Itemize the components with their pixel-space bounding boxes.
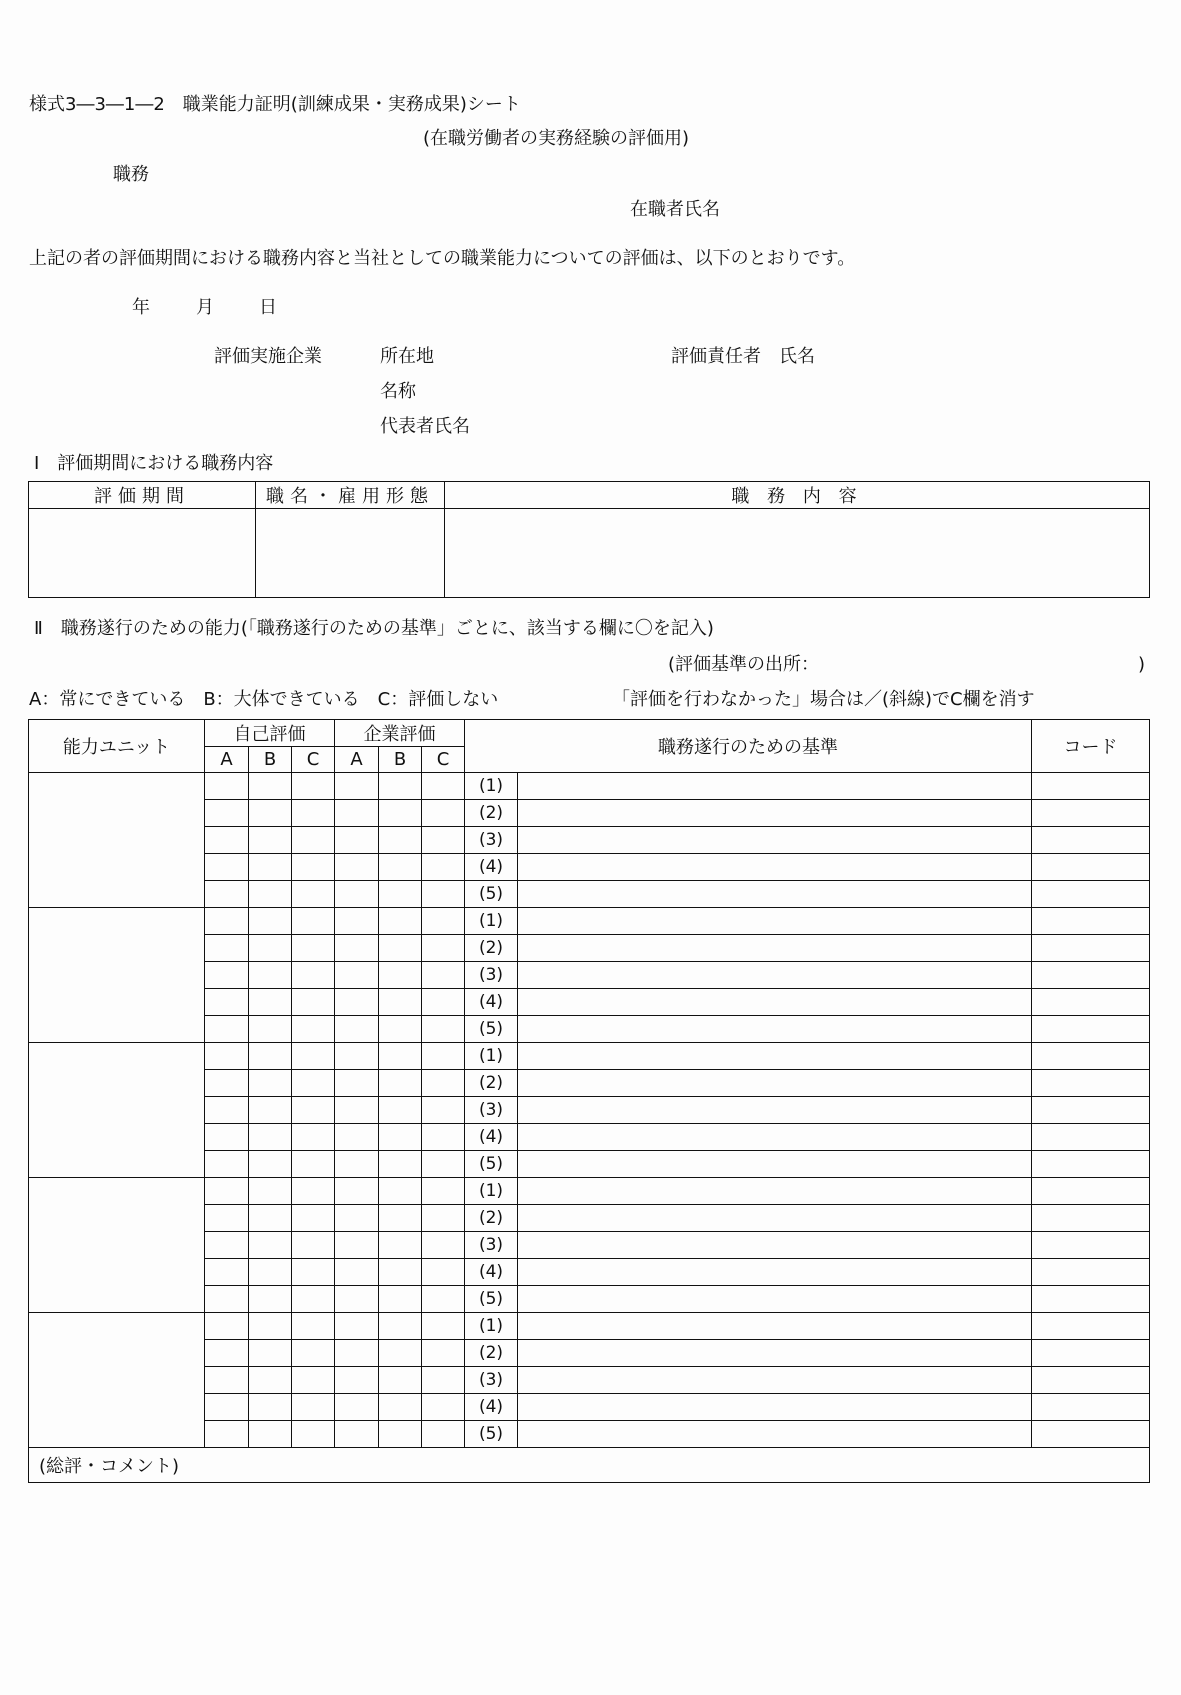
mark-cell-company-a[interactable] — [335, 1205, 379, 1232]
comment-label: (総評・コメント) — [39, 1456, 180, 1477]
mark-cell-self-c[interactable] — [292, 962, 335, 989]
basis-text-cell[interactable] — [518, 1394, 1032, 1421]
mark-cell-self-c[interactable] — [292, 989, 335, 1016]
header-duty-content: 職 務 内 容 — [445, 482, 1150, 509]
mark-cell-company-c[interactable] — [422, 827, 465, 854]
basis-number: (1) — [465, 1043, 518, 1070]
overall-comment-cell[interactable] — [29, 1448, 1150, 1483]
mark-cell-self-a[interactable] — [205, 1313, 249, 1340]
ability-table — [28, 719, 1150, 1483]
basis-number: (2) — [465, 1340, 518, 1367]
mark-cell-self-a[interactable] — [205, 881, 249, 908]
mark-cell-company-b[interactable] — [379, 854, 422, 881]
mark-cell-company-b[interactable] — [379, 1151, 422, 1178]
code-cell[interactable] — [1032, 1259, 1150, 1286]
mark-cell-company-c[interactable] — [422, 800, 465, 827]
code-cell[interactable] — [1032, 989, 1150, 1016]
mark-cell-company-b[interactable] — [379, 1124, 422, 1151]
mark-cell-self-a[interactable] — [205, 1043, 249, 1070]
basis-text-cell[interactable] — [518, 989, 1032, 1016]
mark-cell-self-b[interactable] — [249, 1313, 292, 1340]
mark-cell-company-a[interactable] — [335, 1016, 379, 1043]
basis-number: (1) — [465, 773, 518, 800]
mark-cell-self-c[interactable] — [292, 1016, 335, 1043]
code-cell[interactable] — [1032, 1178, 1150, 1205]
mark-cell-company-c[interactable] — [422, 773, 465, 800]
mark-cell-company-a[interactable] — [335, 827, 379, 854]
mark-cell-self-a[interactable] — [205, 989, 249, 1016]
ability-unit-cell[interactable] — [29, 1313, 205, 1448]
basis-number: (3) — [465, 962, 518, 989]
ability-row — [29, 908, 1150, 935]
source-close: ) — [1138, 654, 1146, 675]
form-subtitle: (在職労働者の実務経験の評価用) — [423, 128, 690, 149]
mark-cell-self-c[interactable] — [292, 1070, 335, 1097]
basis-text-cell[interactable] — [518, 1178, 1032, 1205]
mark-cell-company-c[interactable] — [422, 1394, 465, 1421]
mark-cell-self-a[interactable] — [205, 827, 249, 854]
evaluator-name-label: 評価責任者 氏名 — [671, 346, 815, 367]
basis-text-cell[interactable] — [518, 1367, 1032, 1394]
mark-cell-self-b[interactable] — [249, 1043, 292, 1070]
mark-cell-company-a[interactable] — [335, 989, 379, 1016]
mark-cell-company-b[interactable] — [379, 1232, 422, 1259]
basis-number: (1) — [465, 1313, 518, 1340]
mark-cell-self-c[interactable] — [292, 1232, 335, 1259]
mark-cell-company-c[interactable] — [422, 1070, 465, 1097]
statement-text: 上記の者の評価期間における職務内容と当社としての職業能力についての評価は、以下のとおりです。 — [29, 248, 856, 269]
mark-cell-company-b[interactable] — [379, 1394, 422, 1421]
mark-cell-company-c[interactable] — [422, 881, 465, 908]
mark-cell-company-c[interactable] — [422, 989, 465, 1016]
mark-cell-company-b[interactable] — [379, 1043, 422, 1070]
basis-text-cell[interactable] — [518, 1340, 1032, 1367]
mark-cell-self-b[interactable] — [249, 1259, 292, 1286]
mark-cell-self-a[interactable] — [205, 773, 249, 800]
code-cell[interactable] — [1032, 827, 1150, 854]
mark-cell-self-b[interactable] — [249, 881, 292, 908]
mark-cell-self-b[interactable] — [249, 908, 292, 935]
mark-cell-company-c[interactable] — [422, 1205, 465, 1232]
mark-cell-company-b[interactable] — [379, 1313, 422, 1340]
mark-cell-company-a[interactable] — [335, 1043, 379, 1070]
basis-text-cell[interactable] — [518, 962, 1032, 989]
basis-text-cell[interactable] — [518, 1205, 1032, 1232]
mark-cell-company-b[interactable] — [379, 1259, 422, 1286]
header-code: コード — [1032, 720, 1150, 773]
self-grade-b: B — [249, 747, 292, 773]
mark-cell-company-c[interactable] — [422, 908, 465, 935]
mark-cell-self-a[interactable] — [205, 1367, 249, 1394]
mark-cell-company-b[interactable] — [379, 881, 422, 908]
mark-cell-company-a[interactable] — [335, 1394, 379, 1421]
mark-cell-company-a[interactable] — [335, 881, 379, 908]
mark-cell-self-b[interactable] — [249, 854, 292, 881]
mark-cell-self-c[interactable] — [292, 935, 335, 962]
mark-cell-company-c[interactable] — [422, 962, 465, 989]
basis-number: (3) — [465, 1367, 518, 1394]
basis-number: (5) — [465, 1286, 518, 1313]
mark-cell-self-c[interactable] — [292, 1421, 335, 1448]
header-basis: 職務遂行のための基準 — [465, 720, 1032, 773]
duty-content-cell[interactable] — [445, 509, 1150, 598]
mark-cell-company-b[interactable] — [379, 1340, 422, 1367]
mark-cell-self-a[interactable] — [205, 1178, 249, 1205]
source-open: (評価基準の出所： — [668, 654, 820, 675]
code-cell[interactable] — [1032, 881, 1150, 908]
mark-cell-self-b[interactable] — [249, 1070, 292, 1097]
mark-cell-self-b[interactable] — [249, 1124, 292, 1151]
mark-cell-self-c[interactable] — [292, 1205, 335, 1232]
basis-text-cell[interactable] — [518, 881, 1032, 908]
basis-text-cell[interactable] — [518, 1421, 1032, 1448]
code-cell[interactable] — [1032, 1421, 1150, 1448]
basis-text-cell[interactable] — [518, 773, 1032, 800]
basis-number: (2) — [465, 1070, 518, 1097]
mark-cell-company-a[interactable] — [335, 1340, 379, 1367]
representative-label: 代表者氏名 — [380, 416, 470, 437]
ability-row — [29, 773, 1150, 800]
header-ability-unit: 能力ユニット — [29, 720, 205, 773]
basis-text-cell[interactable] — [518, 854, 1032, 881]
code-cell[interactable] — [1032, 854, 1150, 881]
mark-cell-company-a[interactable] — [335, 1178, 379, 1205]
mark-cell-self-b[interactable] — [249, 800, 292, 827]
mark-cell-self-b[interactable] — [249, 827, 292, 854]
date-year: 年 — [132, 297, 150, 318]
mark-cell-self-b[interactable] — [249, 1016, 292, 1043]
basis-number: (5) — [465, 1016, 518, 1043]
worker-name-label: 在職者氏名 — [630, 199, 720, 220]
basis-number: (5) — [465, 1151, 518, 1178]
mark-cell-self-b[interactable] — [249, 1367, 292, 1394]
mark-cell-company-c[interactable] — [422, 1151, 465, 1178]
duty-content-table — [28, 481, 1150, 598]
code-cell[interactable] — [1032, 1097, 1150, 1124]
mark-cell-company-c[interactable] — [422, 1016, 465, 1043]
mark-cell-self-b[interactable] — [249, 962, 292, 989]
basis-text-cell[interactable] — [518, 1043, 1032, 1070]
ability-unit-cell[interactable] — [29, 908, 205, 1043]
mark-cell-company-a[interactable] — [335, 935, 379, 962]
ability-unit-cell[interactable] — [29, 1043, 205, 1178]
date-month: 月 — [196, 297, 214, 318]
ability-row — [29, 1313, 1150, 1340]
mark-cell-self-a[interactable] — [205, 962, 249, 989]
mark-cell-self-b[interactable] — [249, 773, 292, 800]
mark-cell-self-b[interactable] — [249, 1232, 292, 1259]
no-eval-note: 「評価を行わなかった」場合は／(斜線)でC欄を消す — [612, 689, 1035, 710]
mark-cell-company-b[interactable] — [379, 800, 422, 827]
address-label: 所在地 — [380, 346, 434, 367]
mark-cell-self-b[interactable] — [249, 1178, 292, 1205]
mark-cell-self-b[interactable] — [249, 1286, 292, 1313]
header-eval-period: 評価期間 — [29, 482, 256, 509]
mark-cell-self-a[interactable] — [205, 1016, 249, 1043]
code-cell[interactable] — [1032, 1340, 1150, 1367]
header-job-title: 職名・雇用形態 — [256, 482, 445, 509]
duty-label: 職務 — [113, 164, 149, 185]
mark-cell-company-b[interactable] — [379, 989, 422, 1016]
mark-cell-self-c[interactable] — [292, 1043, 335, 1070]
mark-cell-self-a[interactable] — [205, 854, 249, 881]
code-cell[interactable] — [1032, 1205, 1150, 1232]
grade-legend: A：常にできている B：大体できている C：評価しない — [29, 689, 499, 710]
code-cell[interactable] — [1032, 1286, 1150, 1313]
mark-cell-self-c[interactable] — [292, 881, 335, 908]
basis-number: (4) — [465, 1259, 518, 1286]
mark-cell-self-a[interactable] — [205, 1124, 249, 1151]
mark-cell-company-a[interactable] — [335, 1124, 379, 1151]
basis-number: (5) — [465, 881, 518, 908]
mark-cell-self-b[interactable] — [249, 1151, 292, 1178]
basis-text-cell[interactable] — [518, 935, 1032, 962]
mark-cell-company-a[interactable] — [335, 1151, 379, 1178]
section1-title: Ⅰ 評価期間における職務内容 — [34, 453, 274, 474]
code-cell[interactable] — [1032, 1151, 1150, 1178]
basis-number: (5) — [465, 1421, 518, 1448]
mark-cell-self-a[interactable] — [205, 1205, 249, 1232]
mark-cell-company-a[interactable] — [335, 1367, 379, 1394]
ability-unit-cell[interactable] — [29, 773, 205, 908]
basis-number: (2) — [465, 1205, 518, 1232]
mark-cell-company-b[interactable] — [379, 1367, 422, 1394]
self-grade-a: A — [205, 747, 249, 773]
mark-cell-self-c[interactable] — [292, 773, 335, 800]
mark-cell-self-b[interactable] — [249, 1205, 292, 1232]
code-cell[interactable] — [1032, 962, 1150, 989]
basis-number: (1) — [465, 1178, 518, 1205]
ability-row — [29, 1178, 1150, 1205]
mark-cell-company-b[interactable] — [379, 1205, 422, 1232]
basis-text-cell[interactable] — [518, 1259, 1032, 1286]
mark-cell-self-c[interactable] — [292, 1178, 335, 1205]
mark-cell-company-b[interactable] — [379, 1178, 422, 1205]
code-cell[interactable] — [1032, 1367, 1150, 1394]
mark-cell-self-a[interactable] — [205, 1070, 249, 1097]
mark-cell-self-c[interactable] — [292, 1313, 335, 1340]
mark-cell-company-c[interactable] — [422, 1259, 465, 1286]
basis-number: (2) — [465, 935, 518, 962]
mark-cell-company-a[interactable] — [335, 773, 379, 800]
mark-cell-company-a[interactable] — [335, 908, 379, 935]
company-label: 評価実施企業 — [214, 346, 322, 367]
mark-cell-company-c[interactable] — [422, 1178, 465, 1205]
basis-text-cell[interactable] — [518, 1313, 1032, 1340]
mark-cell-self-b[interactable] — [249, 1421, 292, 1448]
company-grade-c: C — [422, 747, 465, 773]
mark-cell-company-c[interactable] — [422, 1232, 465, 1259]
mark-cell-self-c[interactable] — [292, 827, 335, 854]
mark-cell-self-a[interactable] — [205, 1232, 249, 1259]
code-cell[interactable] — [1032, 800, 1150, 827]
ability-unit-cell[interactable] — [29, 1178, 205, 1313]
mark-cell-self-b[interactable] — [249, 989, 292, 1016]
date-day: 日 — [259, 297, 277, 318]
basis-text-cell[interactable] — [518, 800, 1032, 827]
basis-number: (4) — [465, 854, 518, 881]
mark-cell-company-b[interactable] — [379, 1016, 422, 1043]
mark-cell-company-b[interactable] — [379, 827, 422, 854]
mark-cell-self-a[interactable] — [205, 1097, 249, 1124]
company-grade-a: A — [335, 747, 379, 773]
code-cell[interactable] — [1032, 1043, 1150, 1070]
mark-cell-self-c[interactable] — [292, 800, 335, 827]
code-cell[interactable] — [1032, 1313, 1150, 1340]
mark-cell-self-b[interactable] — [249, 1097, 292, 1124]
mark-cell-self-c[interactable] — [292, 1097, 335, 1124]
mark-cell-self-c[interactable] — [292, 854, 335, 881]
mark-cell-company-a[interactable] — [335, 1097, 379, 1124]
mark-cell-self-b[interactable] — [249, 935, 292, 962]
mark-cell-self-c[interactable] — [292, 1286, 335, 1313]
eval-period-cell[interactable] — [29, 509, 256, 598]
mark-cell-company-b[interactable] — [379, 935, 422, 962]
mark-cell-self-c[interactable] — [292, 1151, 335, 1178]
mark-cell-self-b[interactable] — [249, 1394, 292, 1421]
basis-text-cell[interactable] — [518, 827, 1032, 854]
basis-number: (3) — [465, 827, 518, 854]
basis-text-cell[interactable] — [518, 1286, 1032, 1313]
header-self-eval: 自己評価 — [205, 720, 335, 747]
mark-cell-company-b[interactable] — [379, 773, 422, 800]
mark-cell-company-b[interactable] — [379, 1070, 422, 1097]
code-cell[interactable] — [1032, 908, 1150, 935]
mark-cell-company-b[interactable] — [379, 962, 422, 989]
mark-cell-company-a[interactable] — [335, 1232, 379, 1259]
mark-cell-company-c[interactable] — [422, 1286, 465, 1313]
basis-number: (4) — [465, 1124, 518, 1151]
basis-text-cell[interactable] — [518, 1124, 1032, 1151]
code-cell[interactable] — [1032, 1394, 1150, 1421]
basis-number: (3) — [465, 1232, 518, 1259]
mark-cell-company-c[interactable] — [422, 1367, 465, 1394]
company-grade-b: B — [379, 747, 422, 773]
mark-cell-company-c[interactable] — [422, 1043, 465, 1070]
mark-cell-company-c[interactable] — [422, 1421, 465, 1448]
mark-cell-company-c[interactable] — [422, 1340, 465, 1367]
mark-cell-self-c[interactable] — [292, 1367, 335, 1394]
job-title-cell[interactable] — [256, 509, 445, 598]
mark-cell-company-a[interactable] — [335, 1259, 379, 1286]
mark-cell-company-b[interactable] — [379, 1286, 422, 1313]
ability-row — [29, 1043, 1150, 1070]
mark-cell-self-a[interactable] — [205, 908, 249, 935]
basis-number: (4) — [465, 989, 518, 1016]
basis-number: (3) — [465, 1097, 518, 1124]
code-cell[interactable] — [1032, 1016, 1150, 1043]
mark-cell-self-a[interactable] — [205, 1394, 249, 1421]
mark-cell-self-c[interactable] — [292, 1259, 335, 1286]
self-grade-c: C — [292, 747, 335, 773]
mark-cell-self-c[interactable] — [292, 908, 335, 935]
mark-cell-company-a[interactable] — [335, 1313, 379, 1340]
mark-cell-company-c[interactable] — [422, 1124, 465, 1151]
mark-cell-self-a[interactable] — [205, 935, 249, 962]
mark-cell-self-c[interactable] — [292, 1124, 335, 1151]
mark-cell-self-c[interactable] — [292, 1340, 335, 1367]
basis-number: (4) — [465, 1394, 518, 1421]
mark-cell-company-a[interactable] — [335, 854, 379, 881]
mark-cell-self-a[interactable] — [205, 1340, 249, 1367]
mark-cell-company-c[interactable] — [422, 935, 465, 962]
mark-cell-company-b[interactable] — [379, 908, 422, 935]
mark-cell-company-a[interactable] — [335, 1070, 379, 1097]
mark-cell-company-a[interactable] — [335, 1421, 379, 1448]
mark-cell-company-b[interactable] — [379, 1097, 422, 1124]
basis-text-cell[interactable] — [518, 1097, 1032, 1124]
mark-cell-company-c[interactable] — [422, 854, 465, 881]
mark-cell-self-a[interactable] — [205, 1286, 249, 1313]
mark-cell-self-b[interactable] — [249, 1340, 292, 1367]
basis-text-cell[interactable] — [518, 1151, 1032, 1178]
basis-number: (1) — [465, 908, 518, 935]
mark-cell-company-b[interactable] — [379, 1421, 422, 1448]
mark-cell-self-a[interactable] — [205, 800, 249, 827]
basis-text-cell[interactable] — [518, 908, 1032, 935]
basis-text-cell[interactable] — [518, 1070, 1032, 1097]
code-cell[interactable] — [1032, 1070, 1150, 1097]
mark-cell-self-a[interactable] — [205, 1421, 249, 1448]
section2-title: Ⅱ 職務遂行のための能力(「職務遂行のための基準」ごとに、該当する欄に〇を記入) — [34, 618, 714, 639]
mark-cell-company-c[interactable] — [422, 1313, 465, 1340]
mark-cell-company-a[interactable] — [335, 800, 379, 827]
mark-cell-self-a[interactable] — [205, 1151, 249, 1178]
form-title: 様式3―3―1―2 職業能力証明(訓練成果・実務成果)シート — [29, 94, 521, 115]
basis-text-cell[interactable] — [518, 1232, 1032, 1259]
mark-cell-company-a[interactable] — [335, 1286, 379, 1313]
code-cell[interactable] — [1032, 1124, 1150, 1151]
mark-cell-self-c[interactable] — [292, 1394, 335, 1421]
mark-cell-self-a[interactable] — [205, 1259, 249, 1286]
company-name-label: 名称 — [380, 381, 416, 402]
code-cell[interactable] — [1032, 935, 1150, 962]
code-cell[interactable] — [1032, 1232, 1150, 1259]
header-company-eval: 企業評価 — [335, 720, 465, 747]
basis-text-cell[interactable] — [518, 1016, 1032, 1043]
mark-cell-company-a[interactable] — [335, 962, 379, 989]
basis-number: (2) — [465, 800, 518, 827]
code-cell[interactable] — [1032, 773, 1150, 800]
mark-cell-company-c[interactable] — [422, 1097, 465, 1124]
